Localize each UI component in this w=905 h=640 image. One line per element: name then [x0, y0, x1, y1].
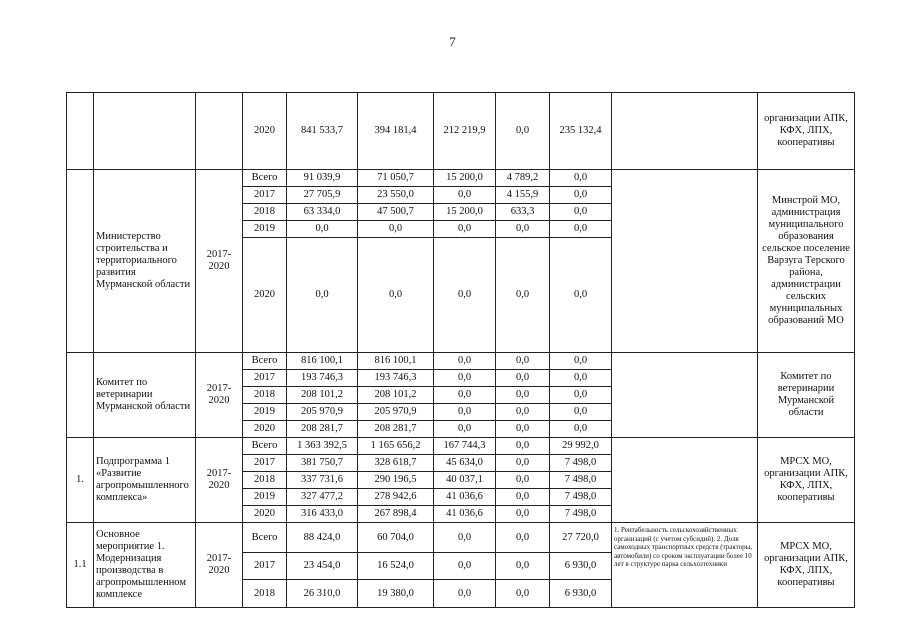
- value-cell: 0,0: [496, 455, 550, 472]
- value-cell: 0,0: [496, 489, 550, 506]
- value-cell: 316 433,0: [287, 506, 358, 523]
- value-cell: 7 498,0: [550, 489, 612, 506]
- value-cell: 0,0: [496, 580, 550, 608]
- value-cell: 60 704,0: [358, 523, 434, 553]
- year-cell: 2018: [243, 580, 287, 608]
- indicator-cell: 1. Рентабельность сельскохозяйственных организаций (с учетом субсидий). 2. Доля самоходных транспортных средств (тракторы, автомобили) со сроком эксплуатации более 10 лет в структуре парка сельхозтехники: [612, 523, 758, 608]
- indicator-cell: [612, 170, 758, 353]
- year-cell: 2018: [243, 472, 287, 489]
- table-row: [67, 170, 855, 187]
- value-cell: 816 100,1: [287, 353, 358, 370]
- value-cell: 0,0: [434, 353, 496, 370]
- value-cell: 193 746,3: [358, 370, 434, 387]
- year-cell: 2019: [243, 489, 287, 506]
- budget-table: [66, 92, 855, 608]
- value-cell: 0,0: [550, 204, 612, 221]
- value-cell: 88 424,0: [287, 523, 358, 553]
- value-cell: 205 970,9: [358, 404, 434, 421]
- value-cell: 0,0: [550, 404, 612, 421]
- year-cell: 2017: [243, 187, 287, 204]
- value-cell: 47 500,7: [358, 204, 434, 221]
- year-cell: Всего: [243, 353, 287, 370]
- period-cell: [196, 93, 243, 170]
- responsible-cell: организации АПК, КФХ, ЛПХ, кооперативы: [758, 93, 855, 170]
- value-cell: 41 036,6: [434, 489, 496, 506]
- value-cell: 0,0: [496, 238, 550, 353]
- value-cell: 19 380,0: [358, 580, 434, 608]
- value-cell: 0,0: [496, 506, 550, 523]
- value-cell: 205 970,9: [287, 404, 358, 421]
- value-cell: 6 930,0: [550, 580, 612, 608]
- value-cell: 0,0: [550, 170, 612, 187]
- value-cell: 29 992,0: [550, 438, 612, 455]
- num-cell: 1.: [67, 438, 94, 523]
- value-cell: 0,0: [358, 238, 434, 353]
- table-body: [67, 93, 855, 608]
- value-cell: 0,0: [434, 370, 496, 387]
- value-cell: 0,0: [434, 221, 496, 238]
- value-cell: 0,0: [550, 187, 612, 204]
- year-cell: Всего: [243, 438, 287, 455]
- value-cell: 0,0: [496, 523, 550, 553]
- value-cell: 0,0: [550, 421, 612, 438]
- num-cell: [67, 353, 94, 438]
- value-cell: 0,0: [496, 221, 550, 238]
- period-cell: 2017-2020: [196, 438, 243, 523]
- year-cell: 2017: [243, 455, 287, 472]
- name-cell: Комитет по ветеринарии Мурманской области: [94, 353, 196, 438]
- responsible-cell: Комитет по ветеринарии Мурманской области: [758, 353, 855, 438]
- value-cell: 1 165 656,2: [358, 438, 434, 455]
- value-cell: 0,0: [496, 553, 550, 580]
- year-cell: 2019: [243, 404, 287, 421]
- value-cell: 0,0: [550, 387, 612, 404]
- value-cell: 0,0: [434, 187, 496, 204]
- year-cell: Всего: [243, 523, 287, 553]
- value-cell: 41 036,6: [434, 506, 496, 523]
- value-cell: 26 310,0: [287, 580, 358, 608]
- value-cell: 0,0: [550, 353, 612, 370]
- value-cell: 0,0: [496, 387, 550, 404]
- value-cell: 290 196,5: [358, 472, 434, 489]
- value-cell: 0,0: [550, 238, 612, 353]
- year-cell: 2020: [243, 238, 287, 353]
- value-cell: 0,0: [434, 387, 496, 404]
- value-cell: 40 037,1: [434, 472, 496, 489]
- num-cell: 1.1: [67, 523, 94, 608]
- value-cell: 15 200,0: [434, 170, 496, 187]
- value-cell: 27 720,0: [550, 523, 612, 553]
- value-cell: 267 898,4: [358, 506, 434, 523]
- value-cell: 0,0: [434, 580, 496, 608]
- value-cell: 193 746,3: [287, 370, 358, 387]
- table-row: [67, 523, 855, 553]
- value-cell: 23 454,0: [287, 553, 358, 580]
- value-cell: 15 200,0: [434, 204, 496, 221]
- indicator-cell: [612, 353, 758, 438]
- indicator-cell: [612, 438, 758, 523]
- value-cell: 633,3: [496, 204, 550, 221]
- value-cell: 841 533,7: [287, 93, 358, 170]
- value-cell: 7 498,0: [550, 506, 612, 523]
- value-cell: 816 100,1: [358, 353, 434, 370]
- value-cell: 27 705,9: [287, 187, 358, 204]
- year-cell: 2018: [243, 387, 287, 404]
- value-cell: 0,0: [434, 404, 496, 421]
- value-cell: 0,0: [358, 221, 434, 238]
- name-cell: Основное мероприятие 1. Модернизация производства в агропромышленном комплексе: [94, 523, 196, 608]
- value-cell: 0,0: [287, 221, 358, 238]
- value-cell: 0,0: [496, 472, 550, 489]
- table-row: [67, 353, 855, 370]
- value-cell: 0,0: [496, 93, 550, 170]
- value-cell: 0,0: [434, 421, 496, 438]
- name-cell: Подпрограмма 1 «Развитие агропромышленного комплекса»: [94, 438, 196, 523]
- value-cell: 0,0: [434, 523, 496, 553]
- year-cell: 2020: [243, 506, 287, 523]
- year-cell: 2020: [243, 421, 287, 438]
- value-cell: 167 744,3: [434, 438, 496, 455]
- value-cell: 0,0: [496, 438, 550, 455]
- name-cell: [94, 93, 196, 170]
- value-cell: 337 731,6: [287, 472, 358, 489]
- page-number: 7: [449, 34, 456, 49]
- value-cell: 0,0: [287, 238, 358, 353]
- value-cell: 45 634,0: [434, 455, 496, 472]
- value-cell: 208 101,2: [287, 387, 358, 404]
- year-cell: 2019: [243, 221, 287, 238]
- value-cell: 16 524,0: [358, 553, 434, 580]
- value-cell: 0,0: [496, 353, 550, 370]
- responsible-cell: Минстрой МО, администрация муниципального образования сельское поселение Варзуга Терского района, администрации сельских муниципальных образований МО: [758, 170, 855, 353]
- period-cell: 2017-2020: [196, 170, 243, 353]
- value-cell: 6 930,0: [550, 553, 612, 580]
- period-cell: 2017-2020: [196, 353, 243, 438]
- value-cell: 0,0: [434, 553, 496, 580]
- year-cell: Всего: [243, 170, 287, 187]
- value-cell: 0,0: [496, 421, 550, 438]
- value-cell: 4 155,9: [496, 187, 550, 204]
- table-row: [67, 438, 855, 455]
- value-cell: 71 050,7: [358, 170, 434, 187]
- value-cell: 208 281,7: [358, 421, 434, 438]
- value-cell: 0,0: [496, 370, 550, 387]
- value-cell: 0,0: [550, 370, 612, 387]
- value-cell: 212 219,9: [434, 93, 496, 170]
- year-cell: 2017: [243, 553, 287, 580]
- value-cell: 91 039,9: [287, 170, 358, 187]
- value-cell: 0,0: [434, 238, 496, 353]
- value-cell: 208 101,2: [358, 387, 434, 404]
- name-cell: Министерство строительства и территориального развития Мурманской области: [94, 170, 196, 353]
- value-cell: 1 363 392,5: [287, 438, 358, 455]
- year-cell: 2020: [243, 93, 287, 170]
- value-cell: 7 498,0: [550, 472, 612, 489]
- value-cell: 235 132,4: [550, 93, 612, 170]
- responsible-cell: МРСХ МО, организации АПК, КФХ, ЛПХ, кооперативы: [758, 438, 855, 523]
- value-cell: 381 750,7: [287, 455, 358, 472]
- value-cell: 4 789,2: [496, 170, 550, 187]
- num-cell: [67, 93, 94, 170]
- value-cell: 278 942,6: [358, 489, 434, 506]
- num-cell: [67, 170, 94, 353]
- value-cell: 0,0: [496, 404, 550, 421]
- value-cell: 208 281,7: [287, 421, 358, 438]
- table-row: [67, 93, 855, 170]
- value-cell: 328 618,7: [358, 455, 434, 472]
- period-cell: 2017-2020: [196, 523, 243, 608]
- value-cell: 63 334,0: [287, 204, 358, 221]
- indicator-cell: [612, 93, 758, 170]
- year-cell: 2017: [243, 370, 287, 387]
- year-cell: 2018: [243, 204, 287, 221]
- value-cell: 327 477,2: [287, 489, 358, 506]
- value-cell: 394 181,4: [358, 93, 434, 170]
- value-cell: 7 498,0: [550, 455, 612, 472]
- value-cell: 23 550,0: [358, 187, 434, 204]
- responsible-cell: МРСХ МО, организации АПК, КФХ, ЛПХ, кооперативы: [758, 523, 855, 608]
- value-cell: 0,0: [550, 221, 612, 238]
